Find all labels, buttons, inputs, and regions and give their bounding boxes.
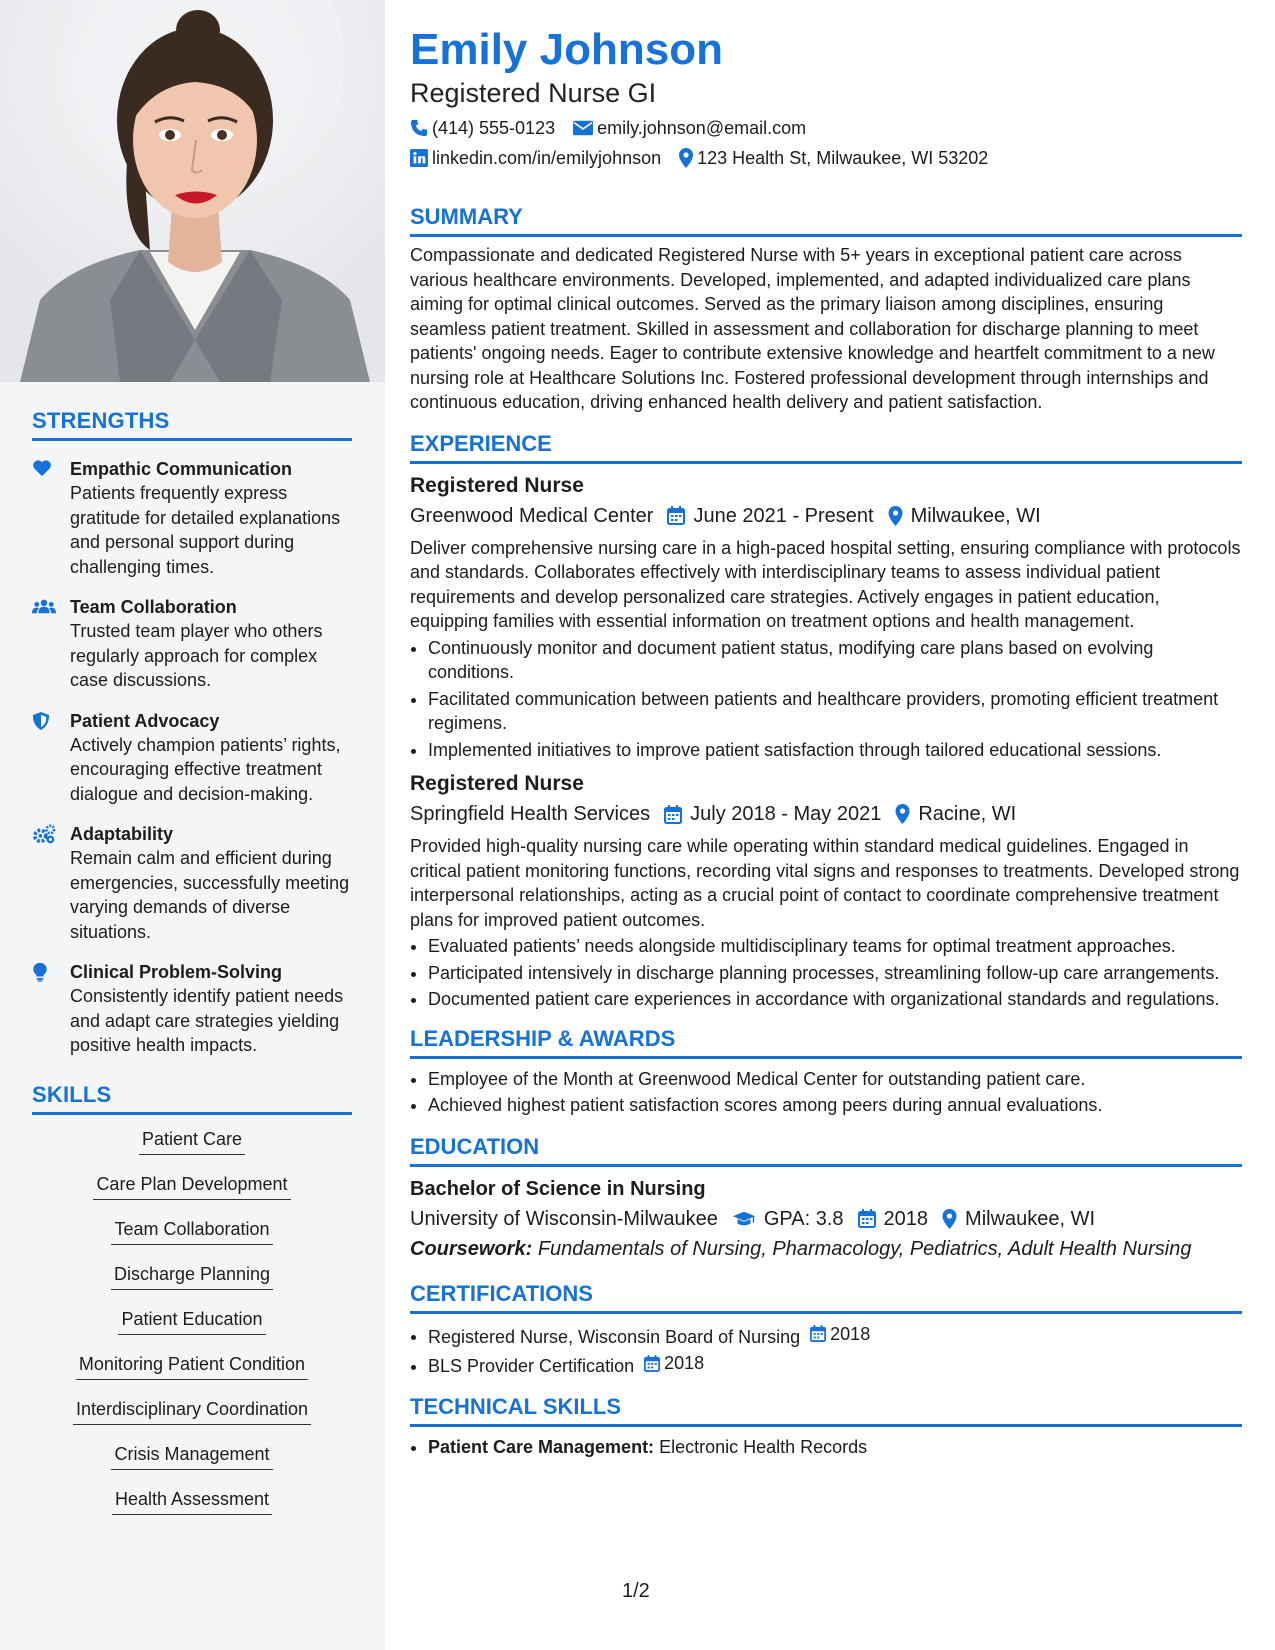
certification-year: 2018 xyxy=(830,1323,871,1344)
coursework-label: Coursework: xyxy=(410,1237,533,1260)
skill-item: Team Collaboration xyxy=(111,1217,272,1245)
certification-name: BLS Provider Certification xyxy=(428,1355,635,1376)
gears-icon xyxy=(32,824,56,844)
school-name: University of Wisconsin-Milwaukee xyxy=(410,1207,718,1230)
sidebar xyxy=(0,0,385,1650)
certifications-heading: CERTIFICATIONS xyxy=(410,1281,1242,1314)
profile-photo xyxy=(0,0,385,382)
lightbulb-icon xyxy=(32,962,48,982)
job-location: Racine, WI xyxy=(918,803,1017,825)
award-item: • Employee of the Month at Greenwood Medical Center for outstanding patient care. xyxy=(428,1067,1242,1092)
contact-row xyxy=(410,116,1242,140)
skill-item: Crisis Management xyxy=(111,1442,272,1470)
job-bullets xyxy=(410,934,1242,1012)
awards-heading: LEADERSHIP & AWARDS xyxy=(410,1026,1242,1059)
location-icon xyxy=(895,804,910,824)
location-icon xyxy=(942,1209,957,1229)
page-number: 1/2 xyxy=(622,1580,650,1602)
job-bullet: • Facilitated communication between patients and healthcare providers, promoting efficient treatment regimens. xyxy=(428,687,1242,736)
coursework-list: Fundamentals of Nursing, Pharmacology, Pediatrics, Adult Health Nursing xyxy=(537,1237,1192,1260)
skills-list xyxy=(32,1127,352,1532)
calendar-icon xyxy=(664,805,682,824)
certifications-list xyxy=(410,1322,1242,1379)
job-meta xyxy=(410,502,1242,530)
graduation-cap-icon xyxy=(732,1210,756,1228)
technical-skills-list xyxy=(410,1435,1242,1460)
skill-item: Interdisciplinary Coordination xyxy=(73,1397,311,1425)
skill-item: Patient Care xyxy=(139,1127,245,1155)
calendar-icon xyxy=(644,1355,660,1372)
technical-skills-heading: TECHNICAL SKILLS xyxy=(410,1394,1242,1427)
job-role: Registered Nurse xyxy=(410,473,584,497)
experience-section xyxy=(410,431,1242,1012)
phone-icon xyxy=(410,119,428,137)
strength-desc: Actively champion patients’ rights, encouraging effective treatment dialogue and decision-making. xyxy=(70,734,341,804)
job-role: Registered Nurse xyxy=(410,772,584,795)
gpa: GPA: 3.8 xyxy=(763,1207,844,1230)
graduation-year: 2018 xyxy=(883,1207,929,1230)
shield-icon xyxy=(32,711,50,731)
heart-icon xyxy=(32,459,52,477)
strength-title: Team Collaboration xyxy=(70,597,237,617)
education-meta xyxy=(410,1205,1242,1233)
email-link[interactable]: emily.johnson@email.com xyxy=(597,118,807,138)
job-description: Deliver comprehensive nursing care in a high-paced hospital setting, ensuring compliance with protocols and standards. Collaborates effectively with interdisciplinary teams to assess individual patient requirements and develop personalized care strategies. Actively engages in patient education, equipping families with essential information on treatment options and health management. xyxy=(410,537,1241,631)
linkedin-link[interactable]: linkedin.com/in/emilyjohnson xyxy=(432,148,662,168)
strength-desc: Patients frequently express gratitude for detailed explanations and personal support during challenging times. xyxy=(70,483,341,577)
experience-heading: EXPERIENCE xyxy=(410,431,1242,464)
certification-name: Registered Nurse, Wisconsin Board of Nursing xyxy=(428,1326,801,1347)
calendar-icon xyxy=(858,1209,876,1228)
award-item: • Achieved highest patient satisfaction scores among peers during annual evaluations. xyxy=(428,1093,1242,1118)
job-location: Milwaukee, WI xyxy=(910,504,1041,527)
degree: Bachelor of Science in Nursing xyxy=(410,1177,706,1200)
summary-text: Compassionate and dedicated Registered Nurse with 5+ years in exceptional patient care across various healthcare environments. Developed, implemented, and adapted individualized care plans aiming for optimal clinical outcomes. Served as the primary liaison among disciplines, ensuring seamless patient treatment. Skilled in assessment and collaboration for discharge planning to meet patients' ongoing needs. Eager to contribute extensive knowledge and heartfelt commitment to a new nursing role at Healthcare Solutions Inc. Fostered professional development through internships and continuous education, driving enhanced health delivery and patient satisfaction. xyxy=(410,245,1215,412)
job-bullet: • Continuously monitor and document patient status, modifying care plans based on evolving conditions. xyxy=(428,636,1242,685)
job-bullet: • Documented patient care experiences in accordance with organizational standards and regulations. xyxy=(428,987,1242,1012)
strengths-heading: STRENGTHS xyxy=(32,408,352,441)
strength-item xyxy=(32,709,352,807)
candidate-title: Registered Nurse GI xyxy=(410,78,657,108)
strength-item xyxy=(32,822,352,944)
summary-heading: SUMMARY xyxy=(410,204,1242,237)
technical-skills-section xyxy=(410,1394,1242,1460)
job-dates: July 2018 - May 2021 xyxy=(690,803,882,825)
strength-desc: Trusted team player who others regularly approach for complex case discussions. xyxy=(70,621,323,690)
certification-item xyxy=(428,1322,1242,1349)
job-bullet: • Evaluated patients’ needs alongside multidisciplinary teams for optimal treatment approaches. xyxy=(428,934,1242,959)
awards-list xyxy=(410,1067,1242,1118)
strength-item xyxy=(32,457,352,579)
certifications-section xyxy=(410,1281,1242,1379)
job-bullet: • Participated intensively in discharge planning processes, streamlining follow-up care arrangements. xyxy=(428,961,1242,986)
education-heading: EDUCATION xyxy=(410,1134,1242,1167)
strength-title: Empathic Communication xyxy=(70,459,293,479)
skills-heading: SKILLS xyxy=(32,1082,352,1115)
education-section xyxy=(410,1134,1242,1263)
strength-title: Patient Advocacy xyxy=(70,710,220,731)
skill-item: Discharge Planning xyxy=(111,1262,273,1290)
linkedin-icon xyxy=(410,149,428,167)
strength-desc: Consistently identify patient needs and adapt care strategies yielding positive health impacts. xyxy=(70,986,344,1055)
skill-item: Care Plan Development xyxy=(93,1172,290,1200)
job-entry xyxy=(410,472,1242,763)
awards-section xyxy=(410,1026,1242,1118)
technical-skill-value: Electronic Health Records xyxy=(659,1437,868,1457)
strength-item xyxy=(32,960,352,1058)
strength-title: Clinical Problem-Solving xyxy=(70,962,283,982)
school-location: Milwaukee, WI xyxy=(965,1207,1096,1230)
candidate-name: Emily Johnson xyxy=(410,25,723,74)
strength-desc: Remain calm and efficient during emergencies, successfully meeting varying demands of diverse situations. xyxy=(70,848,350,942)
job-company: Springfield Health Services xyxy=(410,803,651,825)
technical-skill-label: Patient Care Management: xyxy=(428,1437,655,1457)
job-bullets xyxy=(410,636,1242,763)
job-bullet: • Implemented initiatives to improve patient satisfaction through tailored educational sessions. xyxy=(428,738,1242,763)
coursework xyxy=(410,1235,1242,1263)
email-icon xyxy=(573,120,593,136)
certification-year: 2018 xyxy=(664,1352,705,1373)
certification-item xyxy=(428,1351,1242,1378)
job-company: Greenwood Medical Center xyxy=(410,504,654,527)
strength-item xyxy=(32,595,352,693)
contact-row xyxy=(410,146,1242,170)
main-content xyxy=(410,24,1242,1462)
skill-item: Monitoring Patient Condition xyxy=(76,1352,308,1380)
calendar-icon xyxy=(667,506,685,525)
skill-item: Patient Education xyxy=(118,1307,265,1335)
technical-skill-item xyxy=(428,1435,1242,1460)
calendar-icon xyxy=(810,1325,826,1342)
users-icon xyxy=(32,597,56,615)
location-icon xyxy=(888,506,903,526)
job-entry xyxy=(410,770,1242,1012)
summary-section xyxy=(410,204,1242,415)
phone-text: (414) 555-0123 xyxy=(432,118,556,138)
skill-item: Health Assessment xyxy=(112,1487,272,1515)
job-description: Provided high-quality nursing care while operating within standard medical guidelines. Engaged in critical patient monitoring functions, recording vital signs and responses to treatments. Developed strong interpersonal relationships, acting as a crucial point of contact to coordinate comprehensive treatment plans for improved patient outcomes. xyxy=(410,836,1240,930)
address-text: 123 Health St, Milwaukee, WI 53202 xyxy=(697,148,989,168)
location-icon xyxy=(679,148,693,168)
job-dates: June 2021 - Present xyxy=(693,504,874,527)
strength-title: Adaptability xyxy=(70,824,174,844)
job-meta xyxy=(410,800,1242,828)
